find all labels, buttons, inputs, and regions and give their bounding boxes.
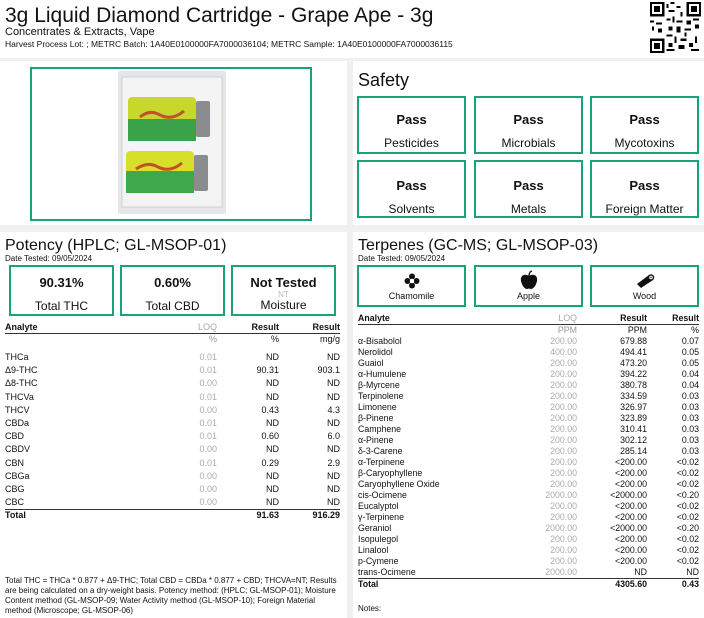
table-row	[358, 380, 699, 391]
total-ppm: 4305.60	[577, 579, 647, 591]
table-row	[358, 501, 699, 512]
safety-title: Safety	[358, 70, 410, 90]
analyte-name: CBC	[5, 496, 25, 507]
result-cell: 2.9	[327, 457, 340, 468]
potency-total-row	[5, 509, 340, 521]
column-header: Result	[251, 322, 279, 332]
loq-cell: 2000.00	[545, 567, 577, 577]
table-row	[5, 430, 340, 443]
product-photo	[118, 71, 226, 214]
moisture-nt: NT	[278, 290, 289, 299]
safety-test-card	[474, 160, 583, 218]
result-cell: ND	[266, 352, 279, 363]
analyte-name: α-Humulene	[358, 369, 407, 379]
unit-cell: mg/g	[319, 334, 340, 344]
result-cell: <0.02	[676, 556, 699, 566]
analyte-name: CBGa	[5, 470, 30, 481]
table-row	[5, 443, 340, 456]
unit-cell: PPM	[627, 325, 647, 335]
moisture-value: Not Tested	[250, 275, 317, 290]
potency-date-tested: Date Tested: 09/05/2024	[5, 254, 93, 263]
result-cell: 0.03	[681, 435, 699, 445]
result-cell: ND	[266, 444, 279, 455]
analyte-name: Nerolidol	[358, 347, 393, 357]
table-row	[358, 534, 699, 545]
result-cell: <200.00	[614, 501, 647, 511]
analyte-name: Terpinolene	[358, 391, 404, 401]
table-row	[358, 413, 699, 424]
test-name: Solvents	[388, 202, 435, 216]
test-result: Pass	[629, 112, 660, 127]
table-row	[358, 567, 699, 579]
loq-cell: 200.00	[550, 435, 577, 445]
result-cell: ND	[266, 470, 279, 481]
table-row	[5, 483, 340, 496]
units-row	[5, 334, 340, 346]
terpenes-date-tested: Date Tested: 09/05/2024	[358, 254, 446, 263]
loq-cell: 0.00	[199, 483, 217, 494]
analyte-name: α-Pinene	[358, 435, 394, 445]
analyte-name: Camphene	[358, 424, 402, 434]
analyte-name: CBG	[5, 483, 25, 494]
table-row	[358, 391, 699, 402]
result-cell: <200.00	[614, 534, 647, 544]
analyte-name: Δ8-THC	[5, 378, 38, 389]
result-cell: ND	[266, 418, 279, 429]
result-cell: <0.02	[676, 545, 699, 555]
loq-cell: 200.00	[550, 336, 577, 346]
loq-cell: 200.00	[550, 402, 577, 412]
result-cell: 679.88	[620, 336, 647, 346]
result-cell: ND	[634, 567, 647, 577]
total-thc-value: 90.31%	[39, 275, 84, 290]
analyte-name: α-Bisabolol	[358, 336, 402, 346]
result-cell: 0.60	[261, 431, 279, 442]
result-cell: ND	[327, 444, 340, 455]
result-cell: 310.41	[620, 424, 647, 434]
loq-cell: 200.00	[550, 468, 577, 478]
table-row	[358, 336, 699, 347]
result-cell: 285.14	[620, 446, 647, 456]
total-percent: 91.63	[217, 509, 279, 521]
analyte-name: CBN	[5, 457, 25, 468]
result-cell: <0.20	[676, 523, 699, 533]
loq-cell: 200.00	[550, 457, 577, 467]
column-header: Result	[672, 313, 699, 323]
test-name: Pesticides	[384, 136, 439, 150]
loq-cell: 2000.00	[545, 490, 577, 500]
unit-cell: %	[270, 334, 279, 344]
table-row	[5, 457, 340, 470]
test-name: Foreign Matter	[605, 202, 684, 216]
safety-test-card	[590, 160, 699, 218]
analyte-name: γ-Terpinene	[358, 512, 404, 522]
loq-cell: 200.00	[550, 369, 577, 379]
loq-cell: 200.00	[550, 413, 577, 423]
test-result: Pass	[629, 178, 660, 193]
table-row	[358, 512, 699, 523]
loq-cell: 0.00	[199, 496, 217, 507]
loq-cell: 0.00	[199, 404, 217, 415]
analyte-name: Eucalyptol	[358, 501, 399, 511]
potency-table	[5, 322, 340, 521]
result-cell: 394.22	[620, 369, 647, 379]
table-row	[358, 490, 699, 501]
analyte-name: β-Pinene	[358, 413, 394, 423]
qr-code-icon	[650, 2, 701, 53]
safety-test-card	[474, 96, 583, 154]
unit-cell	[358, 325, 488, 337]
table-row	[358, 545, 699, 556]
loq-cell: 200.00	[550, 545, 577, 555]
result-cell: 380.78	[620, 380, 647, 390]
safety-test-card	[590, 96, 699, 154]
loq-cell: 0.01	[199, 418, 217, 429]
wood-log-icon	[634, 273, 656, 289]
result-cell: <0.02	[676, 534, 699, 544]
loq-cell: 0.00	[199, 470, 217, 481]
analyte-name: THCVa	[5, 391, 34, 402]
analyte-name: THCa	[5, 352, 29, 363]
table-row	[5, 417, 340, 430]
result-cell: ND	[266, 483, 279, 494]
result-cell: 0.03	[681, 391, 699, 401]
result-cell: ND	[327, 418, 340, 429]
loq-cell: 200.00	[550, 358, 577, 368]
column-header: LOQ	[558, 313, 577, 323]
analyte-name: trans-Ocimene	[358, 567, 416, 577]
loq-cell: 200.00	[550, 512, 577, 522]
product-category: Concentrates & Extracts, Vape	[5, 26, 155, 38]
safety-test-card	[357, 96, 466, 154]
result-cell: 903.1	[317, 365, 340, 376]
result-cell: ND	[266, 391, 279, 402]
units-row	[358, 325, 699, 337]
total-thc-card	[9, 265, 114, 316]
unit-cell: %	[691, 325, 699, 335]
result-cell: <0.02	[676, 479, 699, 489]
result-cell: <0.02	[676, 512, 699, 522]
result-cell: 0.29	[261, 457, 279, 468]
table-row	[358, 347, 699, 358]
total-percent: 0.43	[647, 579, 699, 591]
loq-cell: 0.01	[199, 457, 217, 468]
table-row	[358, 556, 699, 567]
analyte-name: Guaiol	[358, 358, 384, 368]
total-loq	[488, 579, 577, 591]
result-cell: <0.02	[676, 468, 699, 478]
loq-cell: 200.00	[550, 380, 577, 390]
loq-cell: 200.00	[550, 391, 577, 401]
result-cell: <0.20	[676, 490, 699, 500]
table-row	[358, 523, 699, 534]
analyte-name: Caryophyllene Oxide	[358, 479, 440, 489]
test-name: Metals	[510, 202, 547, 216]
aroma-label: Chamomile	[388, 291, 435, 301]
result-cell: 0.03	[681, 413, 699, 423]
aroma-card	[357, 265, 466, 307]
result-cell: 494.41	[620, 347, 647, 357]
table-row	[358, 446, 699, 457]
table-row	[358, 424, 699, 435]
total-label: Total	[5, 509, 155, 521]
result-cell: 334.59	[620, 391, 647, 401]
analyte-name: CBD	[5, 431, 25, 442]
result-cell: <200.00	[614, 479, 647, 489]
table-row	[358, 369, 699, 380]
result-cell: 0.03	[681, 402, 699, 412]
loq-cell: 0.01	[199, 431, 217, 442]
loq-cell: 400.00	[550, 347, 577, 357]
table-row	[5, 496, 340, 509]
result-cell: <0.02	[676, 457, 699, 467]
total-mgg: 916.29	[279, 509, 340, 521]
loq-cell: 0.00	[199, 378, 217, 389]
potency-footnote: Total THC = THCa * 0.877 + Δ9-THC; Total CBD = CBDa * 0.877 + CBD; THCVA=NT; Results are being calculated on a dry-weight basis. Potency method: (HPLC; GL-MSOP-01); Moisture Content method (GL-MSOP-09; Water Activity method (GL-MSOP-10); Foreign Material method (Microscope; GL-MSOP-06)	[5, 576, 337, 615]
loq-cell: 200.00	[550, 534, 577, 544]
result-cell: 0.04	[681, 380, 699, 390]
table-row	[358, 468, 699, 479]
result-cell: <200.00	[614, 468, 647, 478]
column-header: Analyte	[5, 322, 38, 332]
test-result: Pass	[513, 178, 544, 193]
aroma-label: Apple	[516, 291, 541, 301]
analyte-name: CBDV	[5, 444, 31, 455]
terpenes-total-row	[358, 579, 699, 591]
analyte-name: CBDa	[5, 418, 30, 429]
potency-title: Potency (HPLC; GL-MSOP-01)	[5, 237, 227, 254]
result-cell: 0.43	[261, 404, 279, 415]
test-name: Mycotoxins	[614, 136, 675, 150]
result-cell: 0.03	[681, 424, 699, 434]
result-cell: <200.00	[614, 512, 647, 522]
moisture-label: Moisture	[260, 298, 307, 312]
result-cell: 4.3	[327, 404, 340, 415]
result-cell: <0.02	[676, 501, 699, 511]
table-row	[5, 364, 340, 377]
total-loq	[155, 509, 217, 521]
result-cell: <2000.00	[610, 490, 647, 500]
loq-cell: 0.00	[199, 444, 217, 455]
total-cbd-label: Total CBD	[145, 299, 200, 313]
analyte-name: β-Myrcene	[358, 380, 400, 390]
result-cell: 323.89	[620, 413, 647, 423]
table-row	[358, 435, 699, 446]
analyte-name: Δ9-THC	[5, 365, 38, 376]
table-row	[5, 377, 340, 390]
result-cell: ND	[327, 496, 340, 507]
terpenes-table	[358, 313, 699, 590]
result-cell: ND	[327, 378, 340, 389]
safety-test-card	[357, 160, 466, 218]
result-cell: <2000.00	[610, 523, 647, 533]
total-cbd-card	[120, 265, 225, 316]
terpenes-title: Terpenes (GC-MS; GL-MSOP-03)	[358, 237, 599, 254]
total-thc-label: Total THC	[34, 299, 89, 313]
analyte-name: THCV	[5, 404, 30, 415]
result-cell: 90.31	[256, 365, 279, 376]
total-label: Total	[358, 579, 488, 591]
loq-cell: 200.00	[550, 424, 577, 434]
table-row	[358, 457, 699, 468]
loq-cell: 2000.00	[545, 523, 577, 533]
unit-cell: %	[208, 334, 217, 344]
moisture-card	[231, 265, 336, 316]
result-cell: ND	[327, 352, 340, 363]
loq-cell: 0.01	[199, 352, 217, 363]
loq-cell: 200.00	[550, 556, 577, 566]
analyte-name: δ-3-Carene	[358, 446, 403, 456]
loq-cell: 0.01	[199, 365, 217, 376]
result-cell: ND	[266, 496, 279, 507]
result-cell: <200.00	[614, 457, 647, 467]
result-cell: ND	[266, 378, 279, 389]
result-cell: 473.20	[620, 358, 647, 368]
analyte-name: cis-Ocimene	[358, 490, 407, 500]
analyte-name: α-Terpinene	[358, 457, 405, 467]
table-row	[5, 470, 340, 483]
unit-cell: PPM	[557, 325, 577, 335]
flower-icon	[404, 273, 420, 289]
result-cell: 0.04	[681, 369, 699, 379]
result-cell: <200.00	[614, 556, 647, 566]
analyte-name: β-Caryophyllene	[358, 468, 423, 478]
test-result: Pass	[396, 178, 427, 193]
test-name: Microbials	[501, 136, 556, 150]
loq-cell: 0.01	[199, 391, 217, 402]
analyte-name: Isopulegol	[358, 534, 399, 544]
analyte-name: Geraniol	[358, 523, 392, 533]
column-header: LOQ	[197, 322, 217, 332]
loq-cell: 200.00	[550, 479, 577, 489]
test-result: Pass	[513, 112, 544, 127]
result-cell: 0.05	[681, 347, 699, 357]
result-cell: 6.0	[327, 431, 340, 442]
result-cell: 0.07	[681, 336, 699, 346]
unit-cell	[5, 334, 155, 346]
result-cell: ND	[327, 391, 340, 402]
table-row	[5, 404, 340, 417]
total-cbd-value: 0.60%	[154, 275, 191, 290]
result-cell: 326.97	[620, 402, 647, 412]
result-cell: ND	[686, 567, 699, 577]
report-header	[0, 0, 704, 58]
table-row	[358, 479, 699, 490]
result-cell: <200.00	[614, 545, 647, 555]
loq-cell: 200.00	[550, 501, 577, 511]
apple-icon	[520, 270, 538, 290]
aroma-card	[474, 265, 583, 307]
analyte-name: Limonene	[358, 402, 397, 412]
aroma-label: Wood	[632, 291, 657, 301]
result-cell: 0.03	[681, 446, 699, 456]
result-cell: ND	[327, 470, 340, 481]
product-title: 3g Liquid Diamond Cartridge - Grape Ape - 3g	[5, 4, 434, 27]
table-row	[5, 391, 340, 404]
batch-info: Harvest Process Lot: ; METRC Batch: 1A40E0100000FA7000036104; METRC Sample: 1A40E0100000FA7000036115	[5, 39, 453, 49]
column-header: Result	[312, 322, 340, 332]
table-row	[5, 351, 340, 364]
column-header: Result	[620, 313, 647, 323]
result-cell: 302.12	[620, 435, 647, 445]
analyte-name: p-Cymene	[358, 556, 399, 566]
test-result: Pass	[396, 112, 427, 127]
loq-cell: 200.00	[550, 446, 577, 456]
result-cell: 0.05	[681, 358, 699, 368]
result-cell: ND	[327, 483, 340, 494]
aroma-card	[590, 265, 699, 307]
table-row	[358, 358, 699, 369]
table-row	[358, 402, 699, 413]
notes-label: Notes:	[358, 604, 382, 613]
analyte-name: Linalool	[358, 545, 389, 555]
column-header: Analyte	[358, 313, 390, 323]
